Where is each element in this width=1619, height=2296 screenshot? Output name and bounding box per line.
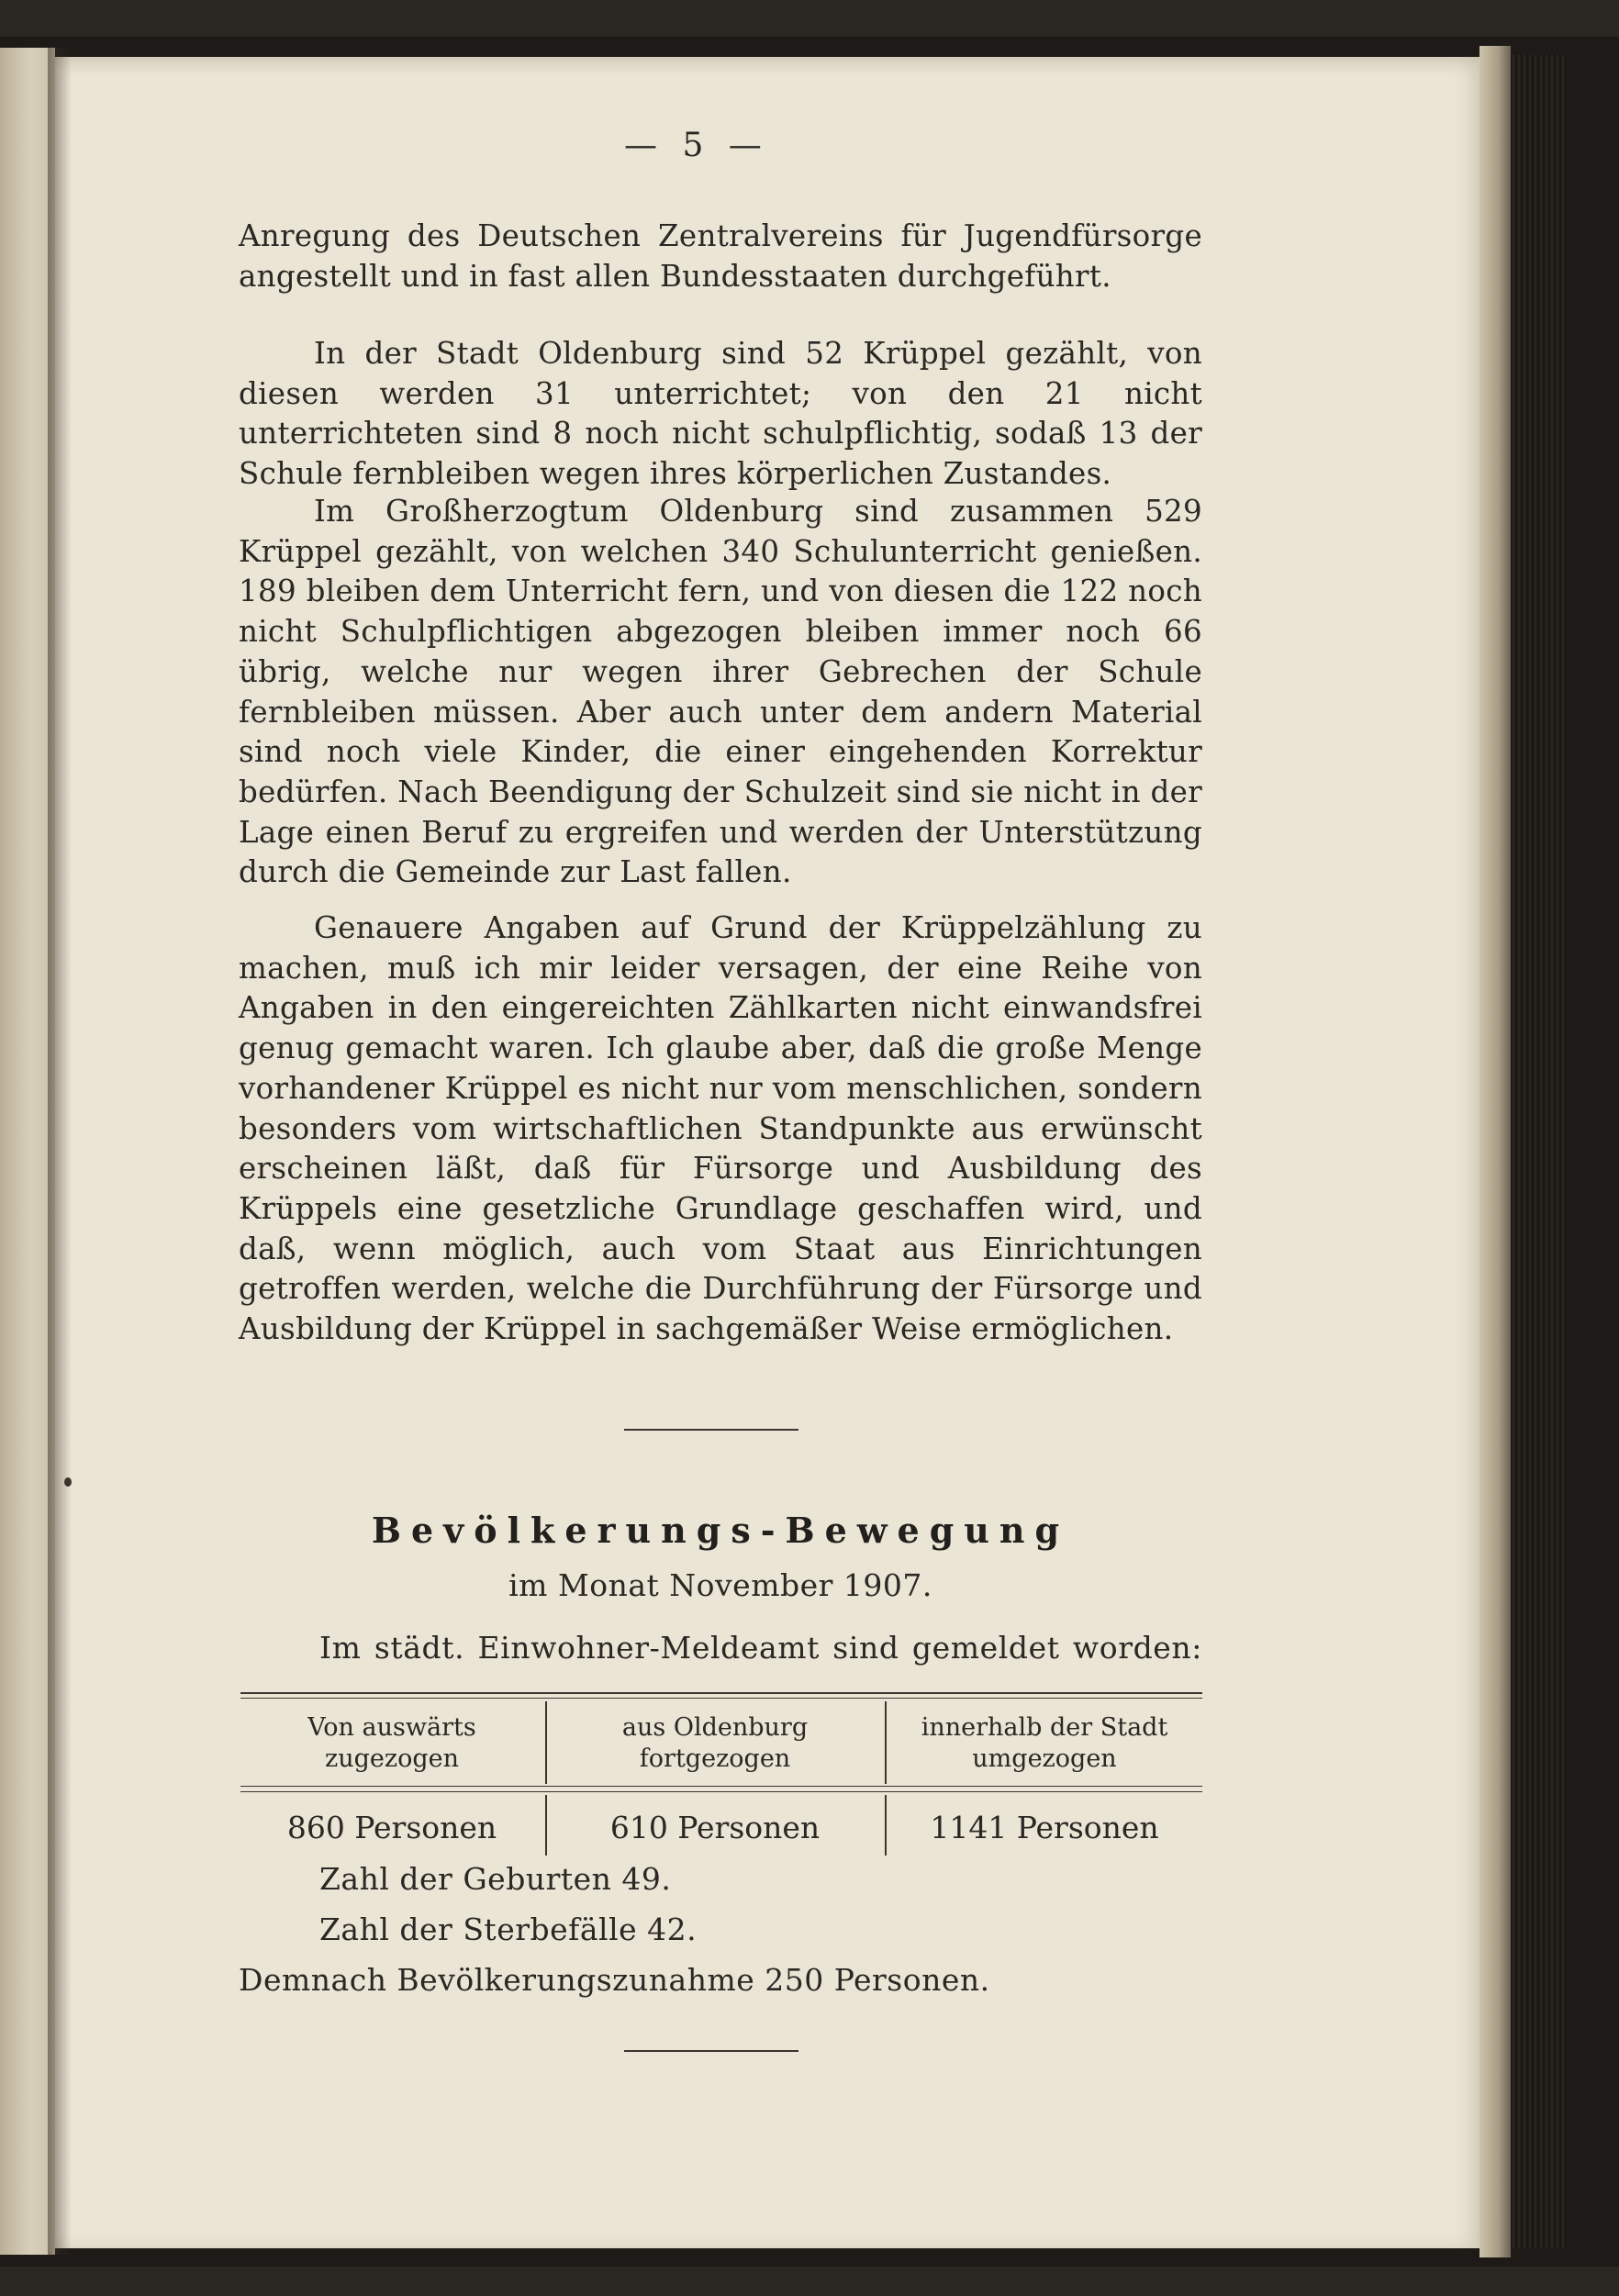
column-header-line: zugezogen — [324, 1744, 459, 1773]
paragraph-2: In der Stadt Oldenburg sind 52 Krüppel gezählt, von diesen werden 31 unterrichtet; von den 21 nicht unterrichteten sind 8 noch nicht schulpflichtig, sodaß 13 der Schule fernbleiben wegen ihres körperlichen Zustandes. — [239, 336, 1202, 492]
table-cell-incoming: 860 Personen — [286, 1810, 497, 1845]
table-intro: Im städt. Einwohner-Meldeamt sind gemeldet worden: — [319, 1630, 1202, 1666]
left-page-edge — [0, 48, 55, 2255]
column-header-line: umgezogen — [972, 1744, 1117, 1773]
section-heading: Bevölkerungs-Bewegung — [371, 1510, 1070, 1551]
page-number: — 5 — — [624, 127, 769, 164]
column-header-outgoing — [547, 1712, 883, 1775]
section-subheading: im Monat November 1907. — [508, 1567, 932, 1603]
column-header-line: fortgezogen — [639, 1744, 791, 1773]
column-header-line: aus Oldenburg — [621, 1713, 809, 1742]
column-header-moved — [887, 1712, 1202, 1775]
book-cover-right — [1511, 55, 1566, 2248]
table-cell-moved: 1141 Personen — [930, 1810, 1159, 1845]
increase-line: Demnach Bevölkerungszunahme 250 Personen. — [239, 1962, 990, 1998]
section-divider-top — [624, 1429, 798, 1431]
table-cell-outgoing: 610 Personen — [609, 1810, 821, 1845]
section-divider-bottom — [624, 2050, 798, 2052]
births-line: Zahl der Geburten 49. — [319, 1861, 672, 1897]
column-divider — [885, 1701, 887, 1784]
column-divider — [545, 1701, 547, 1784]
deaths-line: Zahl der Sterbefälle 42. — [319, 1911, 698, 1947]
table-header-rule — [240, 1786, 1202, 1792]
paragraph-1: Anregung des Deutschen Zentralvereins für Jugendfürsorge angestellt und in fast allen Bundesstaaten durchgeführt. — [239, 218, 1202, 294]
column-header-line: innerhalb der Stadt — [921, 1713, 1168, 1742]
column-header-line: Von auswärts — [307, 1713, 476, 1742]
column-header-incoming — [240, 1712, 543, 1775]
ink-speck — [64, 1477, 72, 1487]
paragraph-3: Im Großherzogtum Oldenburg sind zusammen 529 Krüppel gezählt, von welchen 340 Schulunterricht genießen. 189 bleiben dem Unterricht fern, und von diesen die 122 noch nicht Schulpflichtigen abgezogen bleiben immer noch 66 übrig, welche nur wegen ihrer Gebrechen der Schule fernbleiben müssen. Aber auch unter dem andern Material sind noch viele Kinder, die einer eingehenden Korrektur bedürfen. Nach Beendigung der Schulzeit sind sie nicht in der Lage einen Beruf zu ergreifen und werden der Unterstützung durch die Gemeinde zur Last fallen. — [239, 494, 1202, 890]
paragraph-4: Genauere Angaben auf Grund der Krüppelzählung zu machen, muß ich mir leider versagen, der eine Reihe von Angaben in den eingereichten Zählkarten nicht einwandsfrei genug gemacht waren. Ich glaube aber, daß die große Menge vorhandener Krüppel es nicht nur vom menschlichen, sondern besonders vom wirtschaftlichen Standpunkte aus erwünscht erscheinen läßt, daß für Fürsorge und Ausbildung des Krüppels eine gesetzliche Grundlage geschaffen wird, und daß, wenn möglich, auch vom Staat aus Einrichtungen getroffen werden, welche die Durchführung der Fürsorge und Ausbildung der Krüppel in sachgemäßer Weise ermöglichen. — [239, 910, 1202, 1347]
table-top-rule — [240, 1692, 1202, 1699]
right-page-edge — [1479, 46, 1511, 2257]
spine-shadow — [48, 48, 72, 2255]
